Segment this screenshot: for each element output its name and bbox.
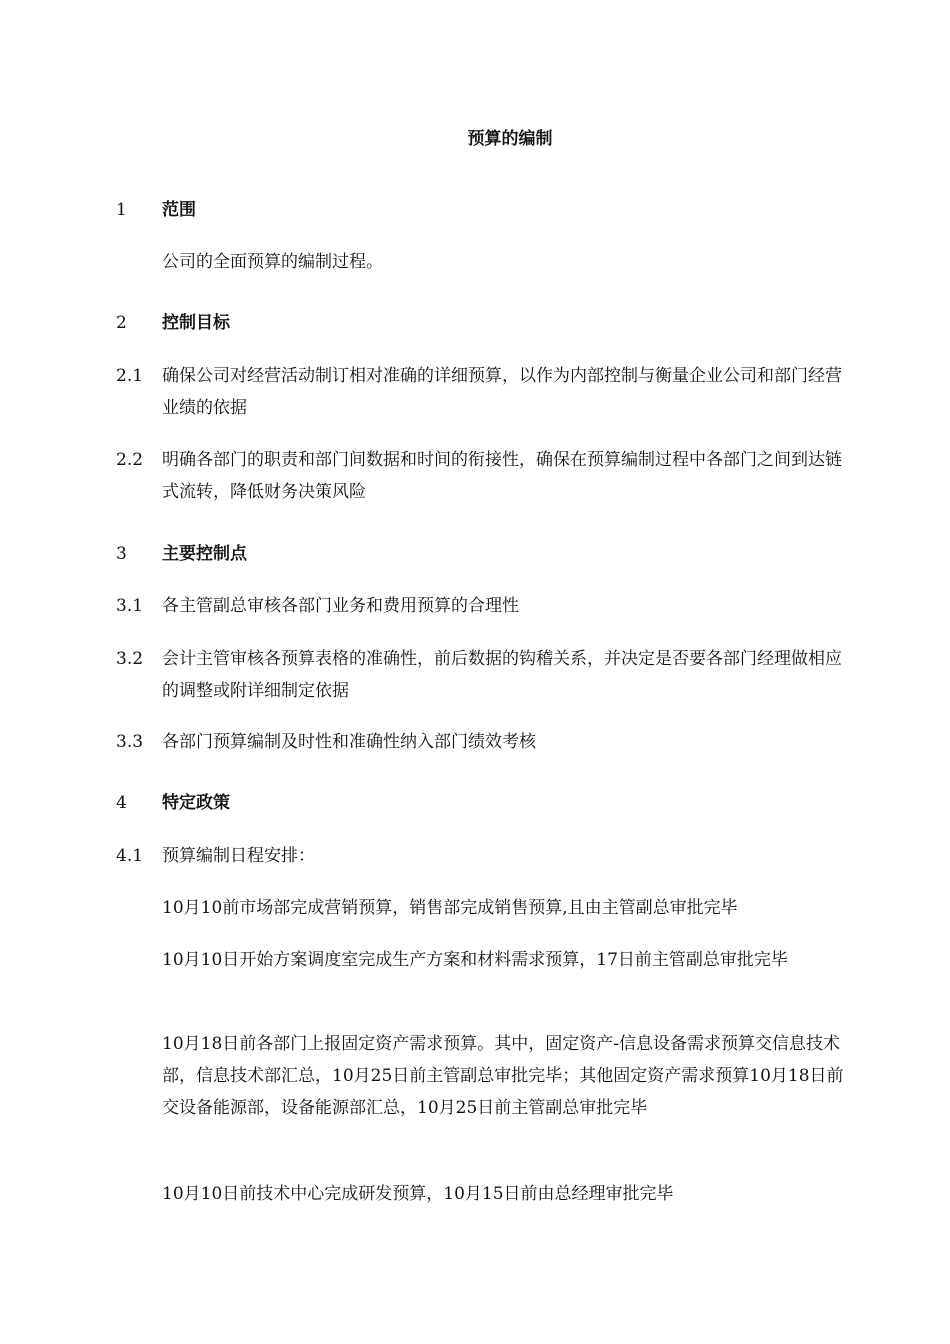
section-number: 3 bbox=[116, 544, 127, 564]
section-number: 4 bbox=[116, 793, 127, 813]
schedule-paragraph: 10月18日前各部门上报固定资产需求预算。其中，固定资产-信息设备需求预算交信息技术部，信息技术部汇总，10月25日前主管副总审批完毕；其他固定资产需求预算10月18日前交设备能源部，设备能源部汇总，10月25日前主管副总审批完毕 bbox=[162, 1034, 844, 1118]
section-title: 主要控制点 bbox=[162, 544, 247, 564]
item-number: 2.1 bbox=[116, 366, 144, 386]
section-title: 特定政策 bbox=[162, 793, 230, 813]
section-title: 控制目标 bbox=[162, 313, 230, 333]
item-number: 4.1 bbox=[116, 846, 144, 866]
item-number: 3.1 bbox=[116, 596, 144, 616]
schedule-paragraph: 10月10日开始方案调度室完成生产方案和材料需求预算，17日前主管副总审批完毕 bbox=[162, 950, 788, 970]
item-text: 明确各部门的职责和部门间数据和时间的衔接性，确保在预算编制过程中各部门之间到达链式流转，降低财务决策风险 bbox=[162, 450, 842, 502]
document-title: 预算的编制 bbox=[467, 129, 553, 149]
item-text: 各主管副总审核各部门业务和费用预算的合理性 bbox=[162, 596, 519, 616]
section-title: 范围 bbox=[162, 200, 196, 220]
item-number: 3.2 bbox=[116, 649, 144, 669]
schedule-paragraph: 10月10日前技术中心完成研发预算，10月15日前由总经理审批完毕 bbox=[162, 1184, 674, 1204]
schedule-paragraph: 10月10前市场部完成营销预算，销售部完成销售预算,且由主管副总审批完毕 bbox=[162, 898, 738, 918]
item-number: 2.2 bbox=[116, 450, 144, 470]
item-text: 会计主管审核各预算表格的准确性，前后数据的钩稽关系，并决定是否要各部门经理做相应的调整或附详细制定依据 bbox=[162, 649, 842, 701]
item-text: 各部门预算编制及时性和准确性纳入部门绩效考核 bbox=[162, 732, 536, 752]
item-number: 3.3 bbox=[116, 732, 144, 752]
item-text: 确保公司对经营活动制订相对准确的详细预算，以作为内部控制与衡量企业公司和部门经营业绩的依据 bbox=[162, 366, 842, 418]
item-text: 预算编制日程安排： bbox=[162, 846, 315, 866]
section-number: 1 bbox=[116, 200, 127, 220]
section-body: 公司的全面预算的编制过程。 bbox=[162, 252, 383, 272]
section-number: 2 bbox=[116, 313, 127, 333]
